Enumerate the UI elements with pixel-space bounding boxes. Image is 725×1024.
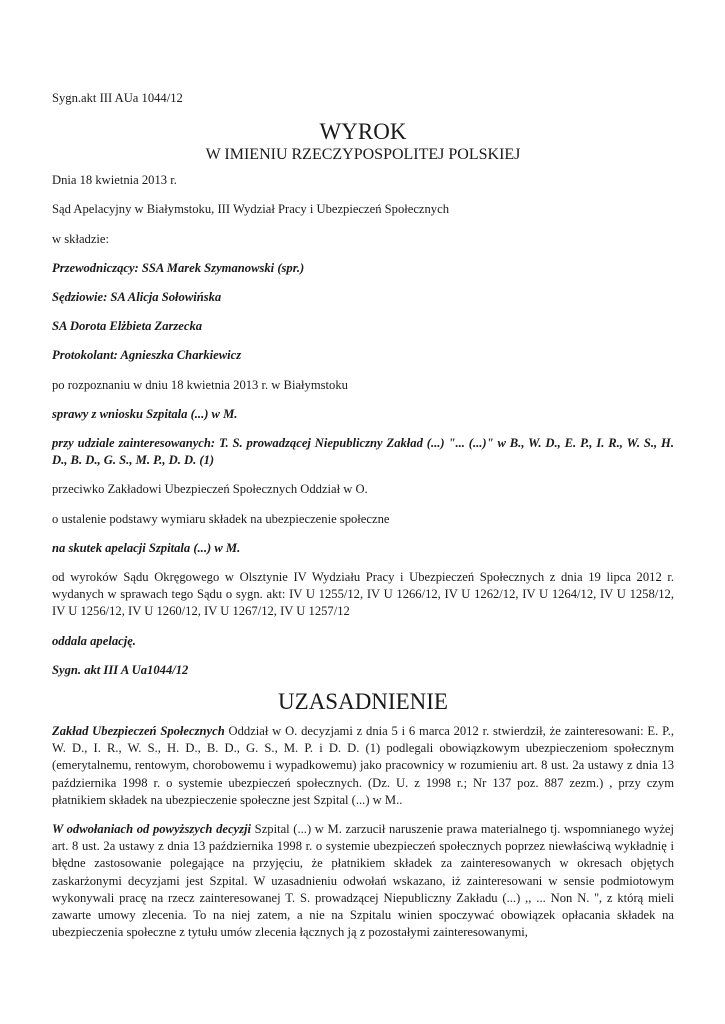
justification-heading: UZASADNIENIE: [278, 689, 448, 715]
document-subtitle: W IMIENIU RZECZYPOSPOLITEJ POLSKIEJ: [205, 146, 521, 164]
composition-label: w składzie:: [52, 231, 110, 246]
court-clerk: Protokolant: Agnieszka Charkiewicz: [52, 348, 242, 363]
case-of: sprawy z wniosku Szpitala (...) w M.: [52, 406, 238, 421]
presiding-judge: Przewodniczący: SSA Marek Szymanowski (spr.): [52, 260, 305, 275]
case-subject: o ustalenie podstawy wymiaru składek na ubezpieczenie społeczne: [52, 511, 390, 526]
paragraph-1-lead: Zakład Ubezpieczeń Społecznych: [52, 724, 225, 739]
paragraph-1-text: Oddział w O. decyzjami z dnia 5 i 6 marca 2012 r. stwierdził, że zainteresowani: E. P., W. D., I. R., W. S., H. D., B. D., G. S., M. P. i D. D. (1) podlegali obowiązkowym ubezpieczeniom społecznym (emerytalnemu, rentowym, chorobowemu i wypadkowemu) jako pracownicy w rozumieniu art. 8 ust. 2a ustawy z dnia 13 października 1998 r. o systemie ubezpieczeń społecznych. (Dz. U. z 1998 r.; Nr 137 poz. 887 zezm.) , przy czym płatnikiem składek na ubezpieczenie społeczne jest Szpital (...) w M..: [52, 724, 674, 807]
document-title: WYROK: [319, 119, 407, 145]
judges: Sędziowie: SA Alicja Sołowińska: [52, 290, 222, 305]
verdict: oddala apelację.: [52, 633, 136, 648]
document-page: [52, 90, 674, 954]
paragraph-2-lead: W odwołaniach od powyższych decyzji: [52, 822, 252, 837]
case-signature-2: Sygn. akt III A Ua1044/12: [52, 662, 189, 677]
judgment-date: Dnia 18 kwietnia 2013 r.: [52, 173, 177, 188]
case-signature: Sygn.akt III AUa 1044/12: [52, 91, 183, 105]
against-party: przeciwko Zakładowi Ubezpieczeń Społecznych Oddział w O.: [52, 482, 368, 497]
judge-second: SA Dorota Elżbieta Zarzecka: [52, 319, 203, 334]
lower-court-judgments: od wyroków Sądu Okręgowego w Olsztynie IV Wydziału Pracy i Ubezpieczeń Społecznych z dnia 19 lipca 2012 r. wydanych w sprawach tego Sądu o sygn. akt: IV U 1255/12, IV U 1266/12, IV U 1262/12, IV U 1264/12, IV U 1258/12, IV U 1256/12, IV U 1260/12, IV U 1267/12, IV U 1257/12: [52, 570, 674, 619]
court-name: Sąd Apelacyjny w Białymstoku, III Wydział Pracy i Ubezpieczeń Społecznych: [52, 202, 449, 217]
hearing-info: po rozpoznaniu w dniu 18 kwietnia 2013 r. w Białymstoku: [52, 377, 348, 392]
interested-parties: przy udziale zainteresowanych: T. S. prowadzącej Niepubliczny Zakład (...) "... (...)" w B., W. D., E. P., I. R., W. S., H. D., B. D., G. S., M. P., D. D. (1): [52, 436, 674, 468]
justification-paragraph-1: [52, 723, 674, 809]
appeal-info: na skutek apelacji Szpitala (...) w M.: [52, 540, 241, 555]
paragraph-2-text: Szpital (...) w M. zarzucił naruszenie prawa materialnego tj. wspomnianego wyżej art. 8 ust. 2a ustawy z dnia 13 października 1998 r. o systemie ubezpieczeń społecznych poprzez niewłaściwą wykładnię i błędne zastosowanie polegające na przyjęciu, że płatnikiem składek za zainteresowanych w okresach objętych zaskarżonymi decyzjami jest Szpital. W uzasadnieniu odwołań wskazano, iż zainteresowani w sensie podmiotowym wykonywali pracę na rzecz zainteresowanej T. S. prowadzącej Niepubliczny Zakładu (...) ,, ... Non N. '', z którą mieli zawarte umowy zlecenia. To na niej zatem, a nie na Szpitalu winien spoczywać obowiązek opłacania składek na ubezpieczenia społeczne z tytułu umów zlecenia łącznych ją z pozostałymi zainteresowanymi,: [52, 822, 674, 940]
justification-paragraph-2: [52, 821, 674, 941]
